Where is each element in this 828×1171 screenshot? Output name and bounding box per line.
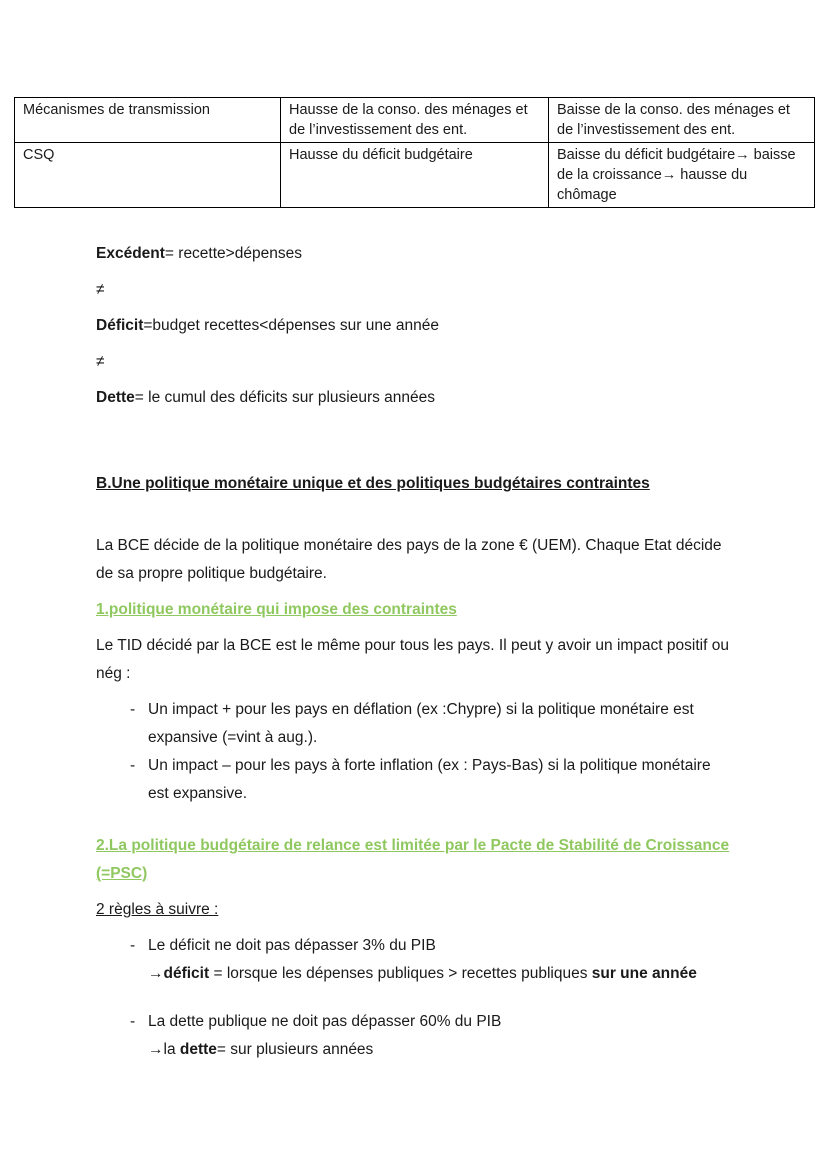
rule-item-dette: [96, 1008, 732, 1064]
rule-emphasis: sur une année: [591, 965, 697, 982]
rule-line: La dette publique ne doit pas dépasser 60% du PIB: [148, 1013, 502, 1030]
subheading-2: 2.La politique budgétaire de relance est limitée par le Pacte de Stabilité de Croissance (=PSC): [96, 837, 730, 882]
table-cell: Hausse de la conso. des ménages et de l’investissement des ent.: [281, 98, 549, 143]
rule-item-deficit: [96, 932, 732, 988]
tid-paragraph: Le TID décidé par la BCE est le même pour tous les pays. Il peut y avoir un impact positif ou nég :: [96, 637, 729, 682]
definition-term: Dette: [96, 389, 135, 406]
impact-bullet-list: [96, 696, 732, 808]
definition-term: Déficit: [96, 317, 144, 334]
definition-term: Excédent: [96, 245, 165, 262]
right-arrow-icon: →: [148, 965, 164, 982]
rule-item-text: [148, 1008, 732, 1064]
rule-pre: la: [163, 1041, 180, 1058]
rule-item-text: [148, 932, 732, 988]
neq-symbol: ≠: [96, 353, 105, 370]
definition-rest: = le cumul des déficits sur plusieurs années: [134, 389, 436, 406]
right-arrow-icon: →: [148, 1041, 164, 1058]
definition-deficit: [96, 312, 732, 340]
definition-dette: [96, 384, 732, 412]
rule-term: dette: [179, 1041, 217, 1058]
page-content: [0, 97, 828, 1064]
rules-label-text: 2 règles à suivre :: [96, 901, 219, 918]
table-row: [15, 143, 815, 208]
list-item-text: Un impact + pour les pays en déflation (ex :Chypre) si la politique monétaire est expansive (=vint à aug.).: [148, 701, 694, 746]
rules-label: [96, 896, 732, 924]
definition-rest: = recette>dépenses: [164, 245, 302, 262]
list-item-text: Un impact – pour les pays à forte inflation (ex : Pays-Bas) si la politique monétaire est expansive.: [148, 757, 711, 802]
list-item: [96, 696, 732, 752]
rule-mid: = lorsque les dépenses publiques > recettes publiques: [209, 965, 592, 982]
definitions-block: [96, 240, 732, 412]
dash-bullet-icon: -: [130, 1013, 136, 1030]
table-row: [15, 98, 815, 143]
dash-bullet-icon: -: [130, 701, 136, 718]
table-cell: Baisse du déficit budgétaire→ baisse de la croissance→ hausse du chômage: [549, 143, 815, 208]
table-cell: Hausse du déficit budgétaire: [281, 143, 549, 208]
subheading-1: 1.politique monétaire qui impose des contraintes: [96, 601, 457, 618]
rule-term: déficit: [163, 965, 210, 982]
rules-bullet-list: [96, 932, 732, 1064]
definition-rest: =budget recettes<dépenses sur une année: [143, 317, 439, 334]
table-cell: Baisse de la conso. des ménages et de l’investissement des ent.: [549, 98, 815, 143]
section-b-intro: La BCE décide de la politique monétaire des pays de la zone € (UEM). Chaque Etat décide de sa propre politique budgétaire.: [96, 537, 722, 582]
rule-line: Le déficit ne doit pas dépasser 3% du PIB: [148, 937, 436, 954]
dash-bullet-icon: -: [130, 937, 136, 954]
rule-rest: = sur plusieurs années: [216, 1041, 374, 1058]
definition-excedent: [96, 240, 732, 268]
list-item: [96, 752, 732, 808]
section-b-heading: B.Une politique monétaire unique et des politiques budgétaires contraintes: [96, 475, 650, 492]
transmission-table: [14, 97, 815, 208]
dash-bullet-icon: -: [130, 757, 136, 774]
table-cell: CSQ: [15, 143, 281, 208]
table-cell: Mécanismes de transmission: [15, 98, 281, 143]
neq-symbol: ≠: [96, 281, 105, 298]
